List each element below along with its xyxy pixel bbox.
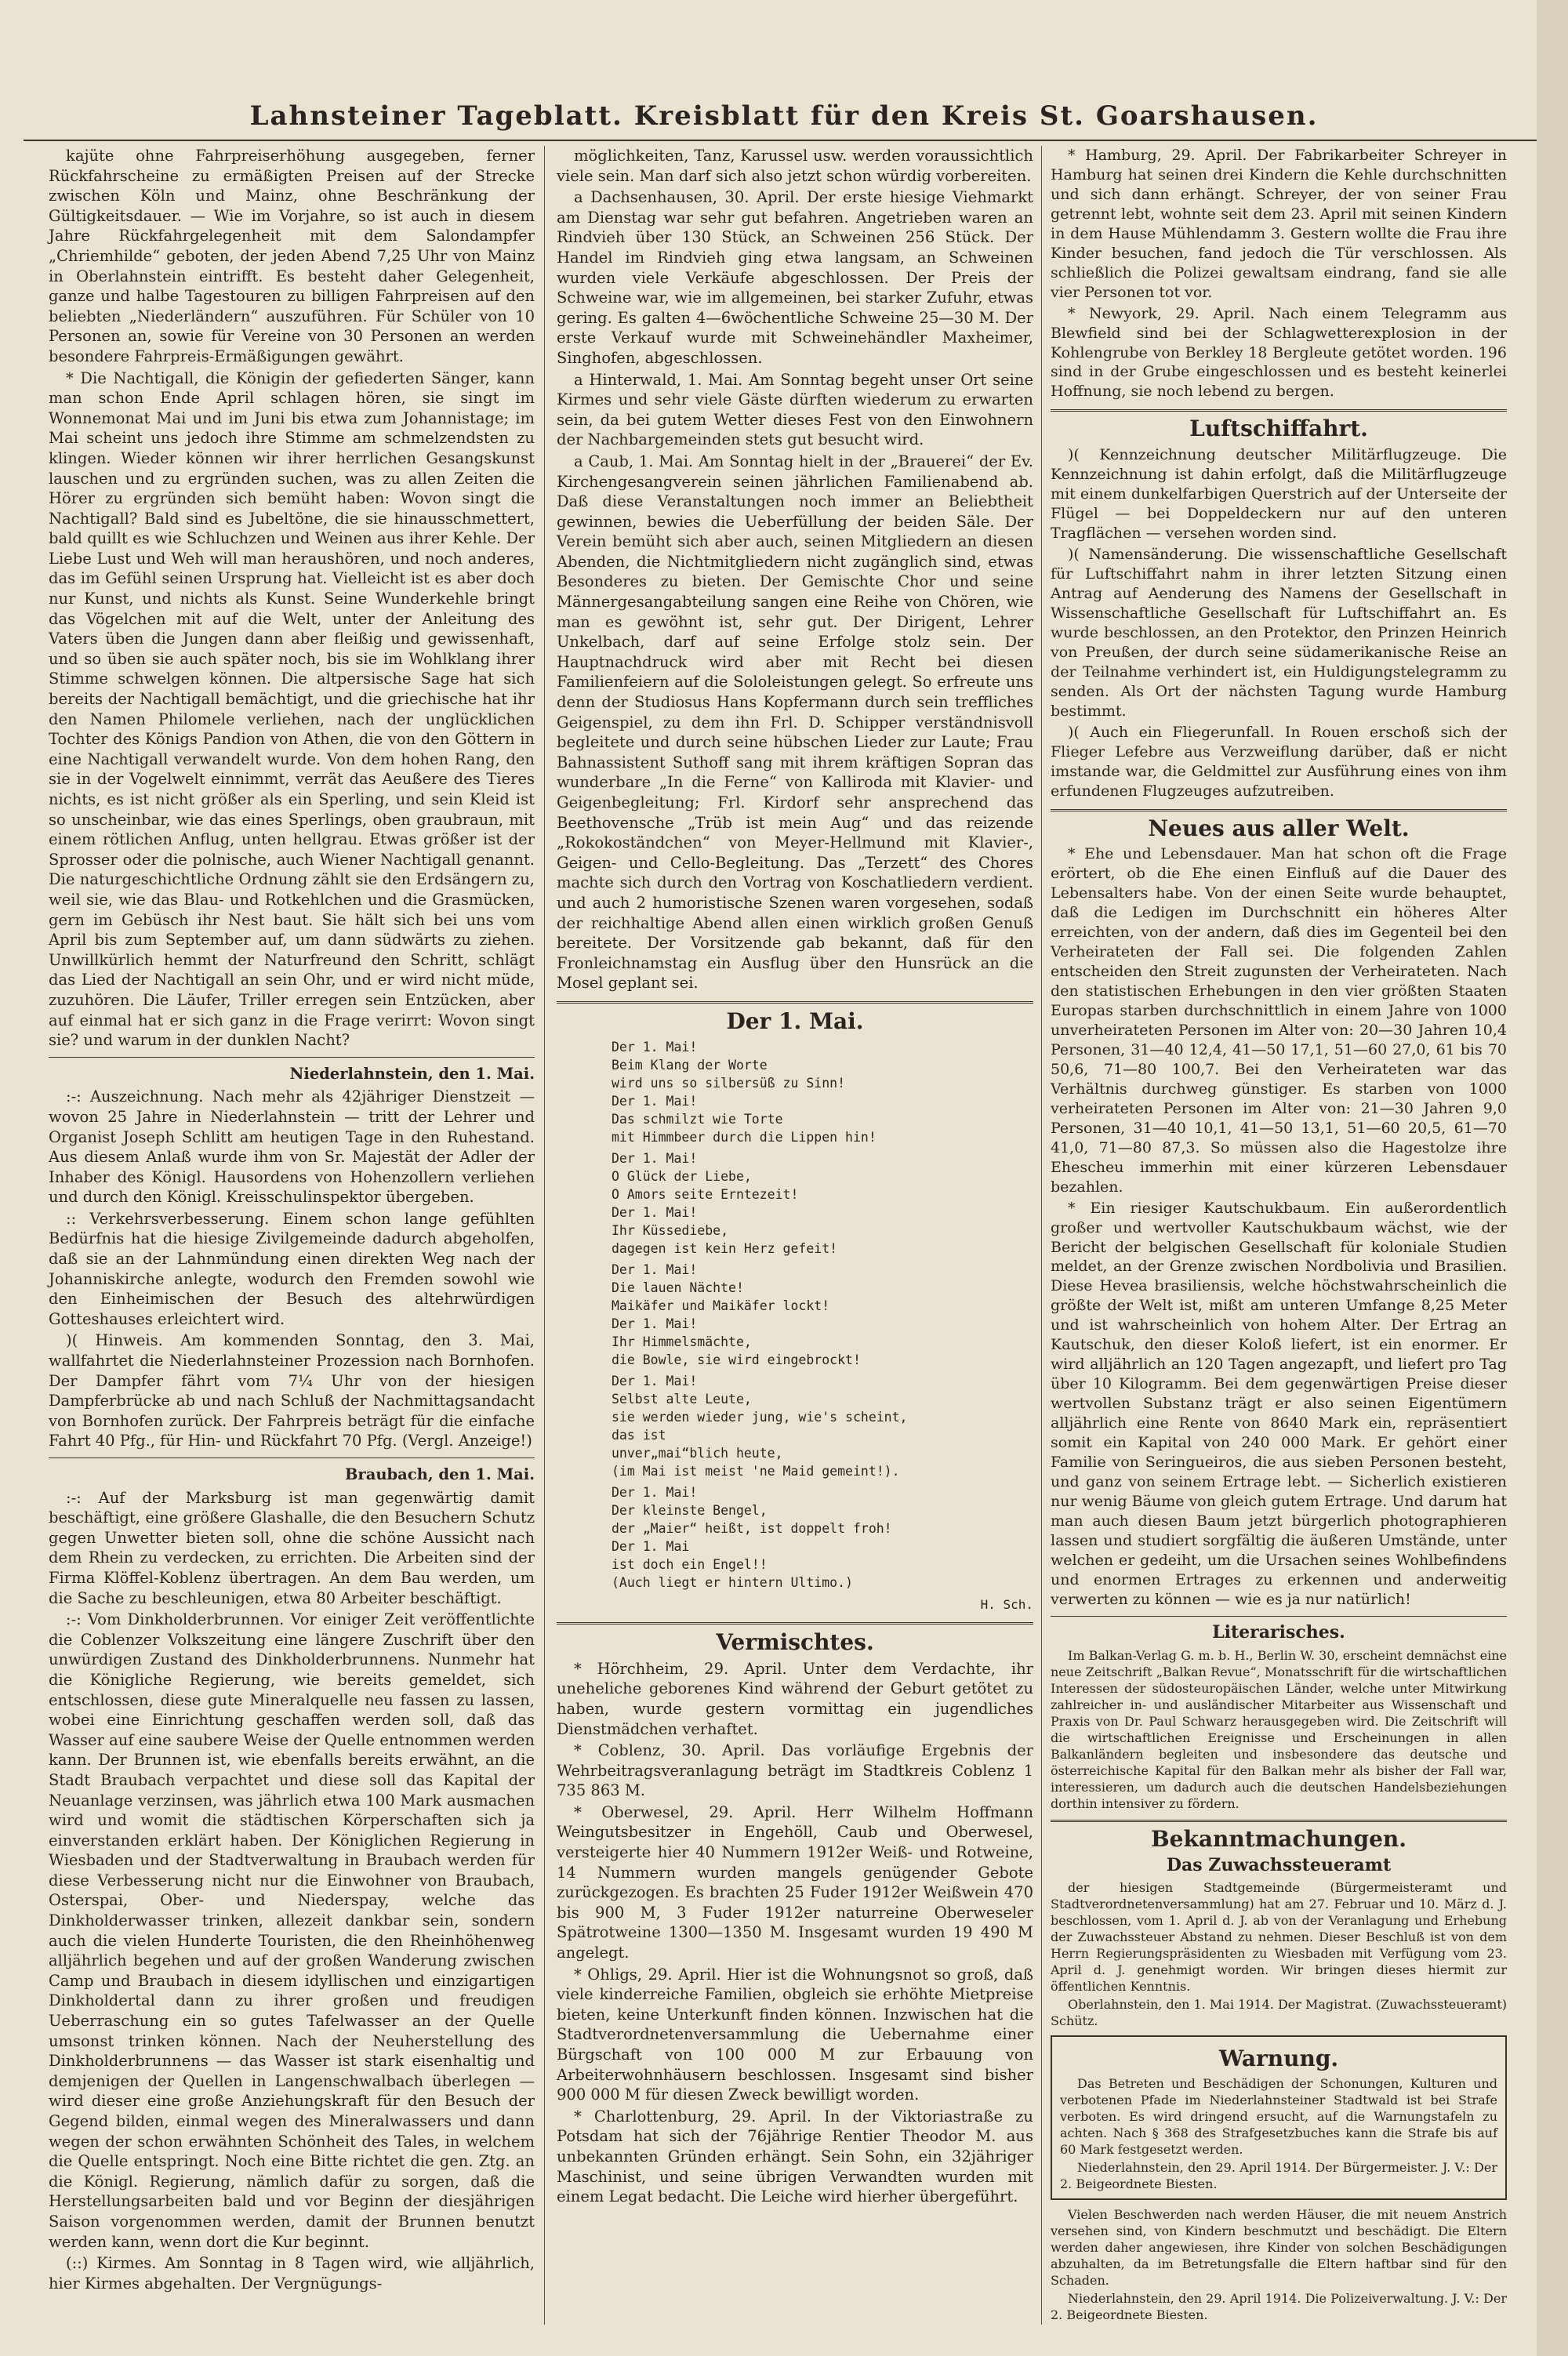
- page-edge: [1537, 0, 1568, 2356]
- section-title: Bekanntmachungen.: [1150, 1825, 1407, 1852]
- warning-text: Das Betreten und Beschädigen der Schonungen, Kulturen und verbotenen Pfade im Niederlahnsteiner Stadtwald ist bei Strafe verboten. Es wird dringend ersucht, auf die Warnungstafeln zu achten. Nach § 368 des Strafgesetzbuches kann die Strafe bis auf 60 Mark festgesetzt werden.: [1060, 2076, 1497, 2158]
- column-divider: [1041, 146, 1042, 2325]
- section-title: Vermischtes.: [716, 1629, 874, 1656]
- poem-stanza: Der 1. Mai! Beim Klang der Worte wird uns so silbersüß zu Sinn! Der 1. Mai! Das schmilzt wie Torte mit Himmbeer durch die Lippen hin!: [612, 1039, 877, 1145]
- article-text: Im Balkan-Verlag G. m. b. H., Berlin W. 30, erscheint demnächst eine neue Zeitschrift „Balkan Revue“, Monatsschrift für die wirtschaftlichen Interessen der südosteuropäischen Länder, welche unter Mitwirkung zahlreicher in- und ausländischer Mitarbeiter aus Wissenschaft und Praxis von Dr. Paul Schwarz herausgegeben wird. Die Zeitschrift will die wirtschaftlichen Ereignisse und Erscheinungen in allen Balkanländern begleiten und insbesondere das deutsche und österreichische Kapital für den Balkan mehr als bisher der Fall war, interessieren, um dadurch auch die deutschen Handelsbeziehungen dorthin intensiver zu fördern.: [1051, 1647, 1507, 1811]
- article-text: * Charlottenburg, 29. April. In der Viktoriastraße zu Potsdam hat sich der 76jährige Rentier Theodor M. aus unbekannten Gründen erhängt. Sein Sohn, ein 32jähriger Maschinist, und seine übrigen Verwandten wurden mit einem Legat bedacht. Die Leiche wird hierher übergeführt.: [557, 2107, 1033, 2206]
- poem-stanza: Der 1. Mai! O Glück der Liebe, O Amors seite Erntezeit! Der 1. Mai! Ihr Küssediebe, dagegen ist kein Herz gefeit!: [612, 1150, 838, 1256]
- article-text: * Hamburg, 29. April. Der Fabrikarbeiter Schreyer in Hamburg hat seinen drei Kindern die Kehle durchschnitten und sich dann erhängt. Schreyer, der von seiner Frau getrennt lebt, wohnte seit dem 23. April mit seinen Kindern in dem Hause Mühlendamm 3. Gestern wollte die Frau ihre Kinder besuchen, fand jedoch die Tür verschlossen. Als schließlich die Polizei gewaltsam eindrang, fand sie alle vier Personen tot vor.: [1051, 147, 1507, 301]
- section-title: Luftschiffahrt.: [1189, 416, 1368, 442]
- article-text: * Hörchheim, 29. April. Unter dem Verdachte, ihr uneheliche geborenes Kind während der Geburt getötet zu haben, wurde gestern vormittag ein jugendliches Dienstmädchen verhaftet.: [557, 1659, 1033, 1738]
- column-3: [1051, 146, 1507, 2325]
- poem-signature: H. Sch.: [980, 1596, 1033, 1612]
- masthead: Lahnsteiner Tageblatt. Kreisblatt für den Kreis St. Goarshausen.: [24, 100, 1544, 141]
- article-text: a Caub, 1. Mai. Am Sonntag hielt in der „Brauerei“ der Ev. Kirchengesangverein seinen jährlichen Familienabend ab. Daß diese Veranstaltungen noch immer an Beliebtheit gewinnen, bewies die Ueberfüllung der beiden Säle. Der Verein bemüht sich aber auch, seinen Mitgliedern an diesen Abenden, die Nichtmitgliedern nicht zugänglich sind, etwas Besonderes zu bieten. Der Gemischte Chor und seine Männergesangabteilung sangen eine Reihe von Chören, wie man es gewöhnt ist, sehr gut. Der Dirigent, Lehrer Unkelbach, darf auf seine Erfolge stolz sein. Der Hauptnachdruck wird aber mit Recht bei diesen Familienfeiern auf die Sololeistungen gelegt. So erfreute uns denn der Studiosus Hans Kopfermann durch sein treffliches Geigenspiel, zu dem ihn Frl. D. Schipper verständnisvoll begleitete und durch seine hübschen Lieder zur Laute; Frau Bahnassistent Suthoff sang mit ihrem kräftigen Sopran das wunderbare „In die Ferne“ von Kalliroda mit Klavier- und Geigenbegleitung; Frl. Kirdorf sehr ansprechend das Beethovensche „Trüb ist mein Aug“ und das reizende „Rokokoständchen“ von Meyer-Hellmund mit Klavier-, Geigen- und Cello-Begleitung. Das „Terzett“ des Chores machte sich durch den Vortrag von Koschatliedern verdient. und auch 2 humoristische Szenen waren vorgesehen, sodaß der reichhaltige Abend allen einen wirklich großen Genuß bereitete. Der Vorsitzende gab bekannt, daß für den Fronleichnamstag ein Ausflug über den Hunsrück an die Mosel geplant sei.: [557, 452, 1033, 993]
- article-text: kajüte ohne Fahrpreiserhöhung ausgegeben, ferner Rückfahrscheine zu ermäßigten Preisen auf der Strecke zwischen Köln und Mainz, ohne Beschränkung der Gültigkeitsdauer. — Wie im Vorjahre, so ist auch in diesem Jahre Rückfahrgelegenheit mit dem Salondampfer „Chriemhilde“ geboten, der jeden Abend 7,25 Uhr von Mainz in Oberlahnstein eintrifft. Es besteht daher Gelegenheit, ganze und halbe Tagestouren zu billigen Fahrpreisen auf den beliebten „Niederländern“ auszuführen. Für Schüler von 10 Personen an, sowie für Vereine von 30 Personen an werden besondere Fahrpreis-Ermäßigungen gewährt.: [49, 147, 535, 365]
- section-title: Neues aus aller Welt.: [1148, 815, 1410, 841]
- article-text: a Dachsenhausen, 30. April. Der erste hiesige Viehmarkt am Dienstag war sehr gut befahren. Angetrieben waren an Rindvieh über 130 Stück, an Schweinen 256 Stück. Der Handel im Rindvieh ging etwa langsam, an Schweinen wurden viele Verkäufe abgeschlossen. Der Preis der Schweine war, wie im allgemeinen, bei starker Zufuhr, etwas gering. Es galten 4—6wöchentliche Schweine 25—30 M. Der erste Verkauf wurde mit Schweinehändler Maxheimer, Singhofen, abgeschlossen.: [557, 188, 1033, 367]
- article-text: möglichkeiten, Tanz, Karussel usw. werden voraussichtlich viele sein. Man darf sich also jetzt schon würdig vorbereiten.: [557, 147, 1033, 185]
- warning-title: Warnung.: [1218, 2046, 1339, 2072]
- article-text: )( Auch ein Fliegerunfall. In Rouen erschoß sich der Flieger Lefebre aus Verzweiflung darüber, daß er nicht imstande war, die Geldmittel zur Ausführung eines von ihm erfundenen Flugzeuges aufzutreiben.: [1051, 723, 1507, 800]
- divider: [557, 1622, 1033, 1625]
- article-text: (::) Kirmes. Am Sonntag in 8 Tagen wird, wie alljährlich, hier Kirmes abgehalten. Der Vergnügungs-: [49, 2254, 535, 2292]
- dateline: Niederlahnstein, den 1. Mai.: [289, 1064, 535, 1083]
- column-1: [49, 146, 535, 2295]
- notice-text: der hiesigen Stadtgemeinde (Bürgermeisteramt und Stadtverordnetenversammlung) hat am 27. Februar und 10. März d. J. beschlossen, vom 1. April d. J. ab von der Veranlagung und Erhebung der Zuwachssteuer Abstand zu nehmen. Dieser Beschluß ist von dem Herrn Regierungspräsidenten zu Wiesbaden mit Verfügung vom 23. April d. J. genehmigt worden. Wir bringen dieses hiermit zur öffentlichen Kenntnis.: [1051, 1880, 1507, 1995]
- divider: [557, 1001, 1033, 1004]
- article-text: :-: Auszeichnung. Nach mehr als 42jähriger Dienstzeit — wovon 25 Jahre in Niederlahnstein — tritt der Lehrer und Organist Joseph Schlitt am heutigen Tage in den Ruhestand. Aus diesem Anlaß wurde ihm von Sr. Majestät der Adler der Inhaber des Königl. Hausordens von Hohenzollern verliehen und durch den Königl. Kreisschulinspektor übergeben.: [49, 1087, 535, 1207]
- poem-stanza: Der 1. Mai! Die lauen Nächte! Maikäfer und Maikäfer lockt! Der 1. Mai! Ihr Himmelsmächte, die Bowle, sie wird eingebrockt!: [612, 1261, 861, 1367]
- article-text: :-: Vom Dinkholderbrunnen. Vor einiger Zeit veröffentlichte die Coblenzer Volkszeitung eine längere Zuschrift über den unwürdigen Zustand des Dinkholderbrunnens. Nunmehr hat die Königliche Regierung, wie bereits gemeldet, sich entschlossen, diese gute Mineralquelle neu fassen zu lassen, wobei eine Einrichtung geschaffen werden soll, daß das Wasser auf eine saubere Weise der Quelle entnommen werden kann. Der Brunnen ist, wie ebenfalls bereits erwähnt, an die Stadt Braubach verpachtet und diese soll das Kapital der Neuanlage verzinsen, was jährlich etwa 100 Mark ausmachen wird und womit die städtischen Körperschaften sich ja einverstanden erklärt haben. Der Königlichen Regierung in Wiesbaden und der Stadtverwaltung in Braubach werden für diese Verbesserung nicht nur die Einwohner von Braubach, Osterspai, Ober- und Niederspay, welche das Dinkholderwasser trinken, allezeit dankbar sein, sondern auch die vielen Hunderte Touristen, die den Rheinhöhenweg alljährlich begehen und auf der großen Wanderung zwischen Camp und Braubach in diesem idyllischen und einzigartigen Dinkholdertal dann zu ihrer großen und freudigen Ueberraschung ein so gutes Tafelwasser an der Quelle umsonst trinken können. Nach der Neuherstellung des Dinkholderbrunnens — das Wasser ist stark eisenhaltig und demjenigen der Quellen in Langenschwalbach überlegen — wird dieser eine große Anziehungskraft für den Besuch der Gegend bilden, einmal wegen des Mineralwassers und dann wegen der schon erwähnten Schönheit des Tales, in welchem die Quelle entspringt. Noch eine Bitte richtet die gen. Ztg. an die Königl. Regierung, nämlich dafür zu sorgen, daß die Herstellungsarbeiten bald und vor Beginn der diesjährigen Saison vorgenommen werden, damit der Brunnen benutzt werden kann, wenn dort die Kur beginnt.: [49, 1610, 535, 2251]
- poem-stanza: Der 1. Mai! Der kleinste Bengel, der „Maier“ heißt, ist doppelt froh! Der 1. Mai ist doch ein Engel!! (Auch liegt er hintern Ultimo.): [612, 1484, 892, 1590]
- warning-box: [1051, 2035, 1507, 2200]
- dateline: Braubach, den 1. Mai.: [344, 1465, 535, 1483]
- article-text: * Oberwesel, 29. April. Herr Wilhelm Hoffmann Weingutsbesitzer in Engehöll, Caub und Oberwesel, versteigerte hier 40 Nummern 1912er Weiß- und Rotweine, 14 Nummern wurden mangels genügender Gebote zurückgezogen. Es brachten 25 Fuder 1912er Weißwein 470 bis 900 M, 3 Fuder 1912er naturreine Oberweseler Spätrotweine 1300—1350 M. Insgesamt wurden 19 490 M angelegt.: [557, 1802, 1033, 1962]
- article-text: )( Namensänderung. Die wissenschaftliche Gesellschaft für Luftschiffahrt nahm in ihrer letzten Sitzung einen Antrag auf Aenderung des Namens der Gesellschaft in Wissenschaftliche Gesellschaft für Luftschiffahrt an. Es wurde beschlossen, an den Protektor, den Prinzen Heinrich von Preußen, der durch seine südamerikanische Reise an der Teilnahme verhindert ist, ein Huldigungstelegramm zu senden. Als Ort der nächsten Tagung wurde Hamburg bestimmt.: [1051, 546, 1507, 720]
- article-text: * Ehe und Lebensdauer. Man hat schon oft die Frage erörtert, ob die Ehe einen Einfluß auf die Dauer des Lebensalters habe. Von der einen Seite wurde behauptet, daß die Ledigen im Durchschnitt ein höheres Alter erreichten, von der andern, daß dies im Gegenteil bei den Verheirateten der Fall sei. Die folgenden Zahlen entscheiden den Streit zugunsten der Verheirateten. Nach den statistischen Erhebungen in den vier größten Staaten Europas starben durchschnittlich in einem Jahre von 1000 unverheirateten Personen im Alter von: 20—30 Jahren 10,4 Personen, 31—40 12,4, 41—50 17,1, 51—60 27,0, 61 bis 70 50,6, 71—80 100,7. Bei den Verheirateten war das Verhältnis durchweg günstiger. Es starben von 1000 verheirateten Personen im Alter von: 21—30 Jahren 9,0 Personen, 31—40 10,1, 41—50 13,1, 51—60 20,5, 61—70 41,0, 71—80 87,3. So müssen also die Hagestolze ihre Ehescheu immerhin mit einer kürzeren Lebensdauer bezahlen.: [1051, 845, 1507, 1196]
- notice-subtitle: Das Zuwachssteueramt: [1166, 1854, 1392, 1875]
- police-signature: Niederlahnstein, den 29. April 1914. Die Polizeiverwaltung. J. V.: Der 2. Beigeordnete Biesten.: [1051, 2291, 1507, 2323]
- divider: [1051, 409, 1507, 412]
- article-text: * Newyork, 29. April. Nach einem Telegramm aus Blewfield sind bei der Schlagwetterexplosion in der Kohlengrube von Berkley 18 Bergleute getötet worden. 196 sind in der Grube eingeschlossen und es besteht keinerlei Hoffnung, sie noch lebend zu bergen.: [1051, 304, 1507, 401]
- article-text: )( Kennzeichnung deutscher Militärflugzeuge. Die Kennzeichnung ist dahin erfolgt, daß die Militärflugzeuge mit einem dunkelfarbigen Querstrich auf der Unterseite der Flügel — bei Doppeldeckern nur auf den unteren Tragflächen — versehen worden sind.: [1051, 446, 1507, 543]
- article-text: :-: Auf der Marksburg ist man gegenwärtig damit beschäftigt, eine größere Glashalle, die den Besuchern Schutz gegen Unwetter bieten soll, ohne die schöne Aussicht nach dem Rhein zu verdecken, zu errichten. Die Arbeiten sind der Firma Klöffel-Koblenz übertragen. An dem Bau werden, um die Sache zu beschleunigen, etwa 80 Arbeiter beschäftigt.: [49, 1488, 535, 1607]
- article-text: a Hinterwald, 1. Mai. Am Sonntag begeht unser Ort seine Kirmes und sehr viele Gäste dürften wiederum zu erwarten sein, da bei gutem Wetter dieses Fest von den Einwohnern der Nachbargemeinden stets gut besucht wird.: [557, 370, 1033, 449]
- divider: [1051, 1616, 1507, 1617]
- article-text: * Ohligs, 29. April. Hier ist die Wohnungsnot so groß, daß viele kinderreiche Familien, obgleich sie erhöhte Mietpreise bieten, keine Unterkunft finden können. Inzwischen hat die Stadtverordnetenversammlung die Uebernahme einer Bürgschaft von 100 000 M zur Erbauung von Arbeiterwohnhäusern beschlossen. Insgesamt sind bisher 900 000 M für diesen Zweck bewilligt worden.: [557, 1965, 1033, 2104]
- article-text: * Ein riesiger Kautschukbaum. Ein außerordentlich großer und wertvoller Kautschukbaum wächst, wie der Bericht der belgischen Gesellschaft für koloniale Studien meldet, an der Grenze zwischen Nordbolivia und Brasilien. Diese Hevea brasiliensis, welche höchstwahrscheinlich die größte der Welt ist, mißt am unteren Umfange 8,25 Meter und ist wahrscheinlich von hohem Alter. Der Ertrag an Kautschuk, den dieser Koloß liefert, ist ein enormer. Er wird alljährlich an 120 Tagen angezapft, und liefert pro Tag über 10 Kilogramm. Bei dem gegenwärtigen Preise dieser wertvollen Substanz trägt er also seinen Eigentümern alljährlich eine Rente von 8640 Mark ein, repräsentiert somit ein Kapital von 240 000 Mark. Er gehört einer Familie von Seringueiros, die aus sieben Personen besteht, und ganz von seinem Ertrage lebt. — Sicherlich existieren nur wenig Bäume von gleich gutem Ertrage. Und darum hat man auch diesen Baum jetzt bürgerlich photographieren lassen und studiert sorgfältig die äußeren Umstände, unter welchen er gedeiht, um die Ursachen seines Wohlbefindens und enormen Ertrages zu erkennen und anderweitig verwerten zu können — wie es ja nur natürlich!: [1051, 1199, 1507, 1608]
- divider: [1051, 1820, 1507, 1822]
- notice-signature: Oberlahnstein, den 1. Mai 1914. Der Magistrat. (Zuwachssteueramt) Schütz.: [1051, 1997, 1507, 2029]
- column-2: [557, 146, 1033, 2209]
- article-nightingale: * Die Nachtigall, die Königin der gefiederten Sänger, kann man schon Ende April schlagen hören, sie singt im Wonnemonat Mai und im Juni bis etwa zum Johannistage; im Mai scheint uns jedoch ihre Stimme am schmelzendsten zu klingen. Wieder können wir ihrer herrlichen Gesangskunst lauschen und zu ergründen suchen, was zu allen Zeiten die Hörer zu ergründen sich bemüht haben: Wovon singt die Nachtigall? Bald sind es Jubeltöne, die sie hinausschmettert, bald quillt es wie Schluchzen und Weinen aus ihrer Kehle. Der Liebe Lust und Weh will man heraushören, und noch anderes, das im Gefühl seinen Ursprung hat. Vielleicht ist es aber doch nur Kunst, und nichts als Kunst. Seine Wunderkehle bringt das Vögelchen mit auf die Welt, unter der Anleitung des Vaters üben die Jungen dann aber fleißig und gewissenhaft, und so üben sie auch später noch, bis sie im Wohlklang ihrer Stimme schwelgen können. Die altpersische Sage hat sich bereits der Nachtigall bemächtigt, und die griechische hat ihr den Namen Philomele verliehen, nach der unglücklichen Tochter des Königs Pandion von Athen, die von den Göttern in eine Nachtigall verwandelt wurde. Von dem hohen Rang, den sie in der Vogelwelt einnimmt, verrät das Aeußere des Tieres nichts, es ist nicht größer als ein Sperling, und sein Kleid ist so unscheinbar, wie das eines Sperlings, oben graubraun, mit einem rötlichen Anflug, unten hellgrau. Etwas größer ist der Sprosser oder die polnische, auch Wiener Nachtigall genannt. Die naturgeschichtliche Ordnung zählt sie den Erdsängern zu, weil sie, wie das Blau- und Rotkehlchen und die Grasmücken, gern im Gebüsch ihr Nest baut. Sie hält sich bei uns vom April bis zum September auf, um dann südwärts zu ziehen. Unwillkürlich hemmt der Naturfreund den Schritt, schlägt das Lied der Nachtigall an sein Ohr, und er wird nicht müde, zuzuhören. Die Läufer, Triller erregen sein Entzücken, aber auf einmal hat er sich ganz in die Frage verirrt: Wovon singt sie? und warum in der dunklen Nacht?: [49, 368, 535, 1050]
- article-text: )( Hinweis. Am kommenden Sonntag, den 3. Mai, wallfahrtet die Niederlahnsteiner Prozession nach Bornhofen. Der Dampfer fährt vom 7¼ Uhr von der hiesigen Dampferbrücke ab und nach Schluß der Nachmittagsandacht von Bornhofen zurück. Der Fahrpreis beträgt für die einfache Fahrt 40 Pfg., für Hin- und Rückfahrt 70 Pfg. (Vergl. Anzeige!): [49, 1331, 535, 1450]
- police-notice: Vielen Beschwerden nach werden Häuser, die mit neuem Anstrich versehen sind, von Kindern beschmutzt und beschädigt. Die Eltern werden daher angewiesen, ihre Kinder von solchen Beschädigungen abzuhalten, da im Betretungsfalle die Eltern haftbar sind für den Schaden.: [1051, 2207, 1507, 2289]
- warning-signature: Niederlahnstein, den 29. April 1914. Der Bürgermeister. J. V.: Der 2. Beigeordnete Biesten.: [1060, 2160, 1497, 2192]
- article-text: * Coblenz, 30. April. Das vorläufige Ergebnis der Wehrbeitragsveranlagung beträgt im Stadtkreis Coblenz 1 735 863 M.: [557, 1741, 1033, 1800]
- article-text: :: Verkehrsverbesserung. Einem schon lange gefühlten Bedürfnis hat die hiesige Zivilgemeinde dadurch abgeholfen, daß sie an der Lahnmündung einen direkten Weg nach der Johanniskirche anlegte, wodurch den Fremden sowohl wie den Einheimischen der Besuch des altehrwürdigen Gotteshauses erleichtert wird.: [49, 1209, 535, 1328]
- poem-title: Der 1. Mai.: [726, 1007, 864, 1034]
- divider: [49, 1057, 535, 1058]
- column-divider: [544, 146, 545, 2325]
- poem-stanza: Der 1. Mai! Selbst alte Leute, sie werden wieder jung, wie's scheint, das ist unver„mai“blich heute, (im Mai ist meist 'ne Maid gemeint!).: [612, 1373, 908, 1479]
- section-title: Literarisches.: [1212, 1621, 1345, 1643]
- divider: [1051, 809, 1507, 811]
